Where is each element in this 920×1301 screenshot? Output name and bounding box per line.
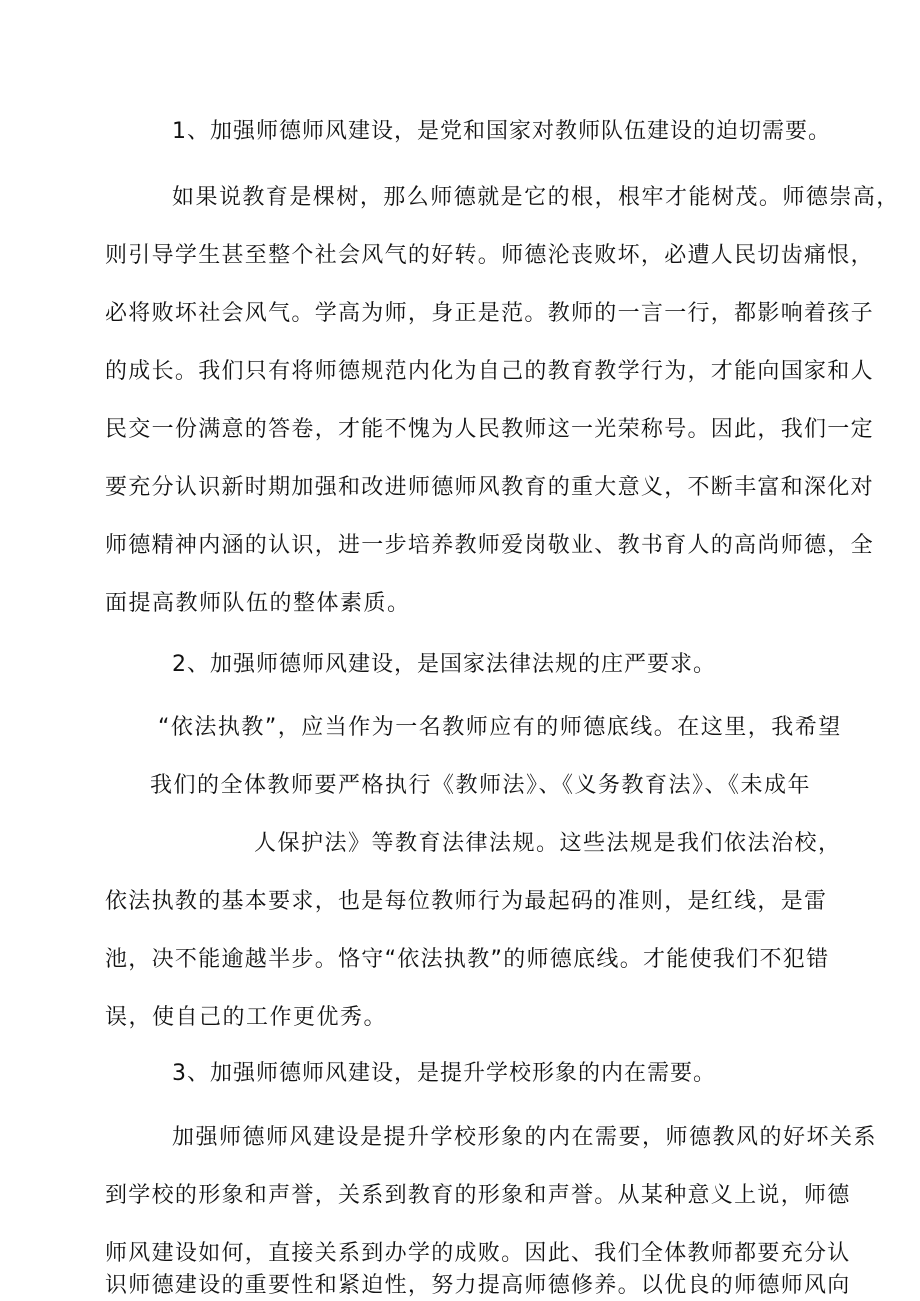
section-3-paragraph-line: 加强师德师风建设是提升学校形象的内在需要，师德教风的好坏关系: [172, 1125, 878, 1150]
section-3-heading: 3、加强师德师风建设，是提升学校形象的内在需要。: [172, 1061, 716, 1086]
section-1-paragraph-line: 面提高教师队伍的整体素质。: [105, 591, 411, 616]
section-1-paragraph-line: 必将败坏社会风气。学高为师，身正是范。教师的一言一行，都影响着孩子: [105, 301, 874, 326]
section-1-paragraph-line: 则引导学生甚至整个社会风气的好转。师德沦丧败坏，必遭人民切齿痛恨，: [105, 243, 874, 268]
section-1-paragraph-line: 如果说教育是棵树，那么师德就是它的根，根牢才能树茂。师德崇高，: [172, 185, 900, 210]
section-2-heading: 2、加强师德师风建设，是国家法律法规的庄严要求。: [172, 652, 716, 677]
section-3-paragraph-line: 师风建设如何，直接关系到办学的成败。因此、我们全体教师都要充分认: [105, 1241, 851, 1266]
section-1-heading: 1、加强师德师风建设，是党和国家对教师队伍建设的迫切需要。: [172, 119, 831, 144]
section-2-paragraph-line: 我们的全体教师要严格执行《教师法》、《义务教育法》、《未成年: [150, 773, 812, 798]
section-2-paragraph-line: 依法执教的基本要求，也是每位教师行为最起码的准则，是红线，是雷: [105, 889, 828, 914]
section-1-paragraph-line: 要充分认识新时期加强和改进师德师风教育的重大意义，不断丰富和深化对: [105, 475, 874, 500]
section-3-paragraph-line: 识师德建设的重要性和紧迫性，努力提高师德修养。以优良的师德师风向: [105, 1273, 851, 1298]
section-2-paragraph-line: 人保护法》等教育法律法规。这些法规是我们依法治校，: [254, 831, 842, 856]
section-1-paragraph-line: 民交一份满意的答卷，才能不愧为人民教师这一光荣称号。因此，我们一定: [105, 417, 874, 442]
section-1-paragraph-line: 的成长。我们只有将师德规范内化为自己的教育教学行为，才能向国家和人: [105, 359, 874, 384]
section-2-paragraph-line: 误，使自己的工作更优秀。: [105, 1005, 388, 1030]
section-1-paragraph-line: 师德精神内涵的认识，进一步培养教师爱岗敬业、教书育人的高尚师德，全: [105, 533, 874, 558]
section-3-paragraph-line: 到学校的形象和声誉，关系到教育的形象和声誉。从某种意义上说，师德: [105, 1183, 851, 1208]
section-2-paragraph-line: 池，决不能逾越半步。恪守“依法执教”的师德底线。才能使我们不犯错: [105, 947, 830, 972]
section-2-paragraph-line: “依法执教”，应当作为一名教师应有的师德底线。在这里，我希望: [158, 715, 842, 740]
